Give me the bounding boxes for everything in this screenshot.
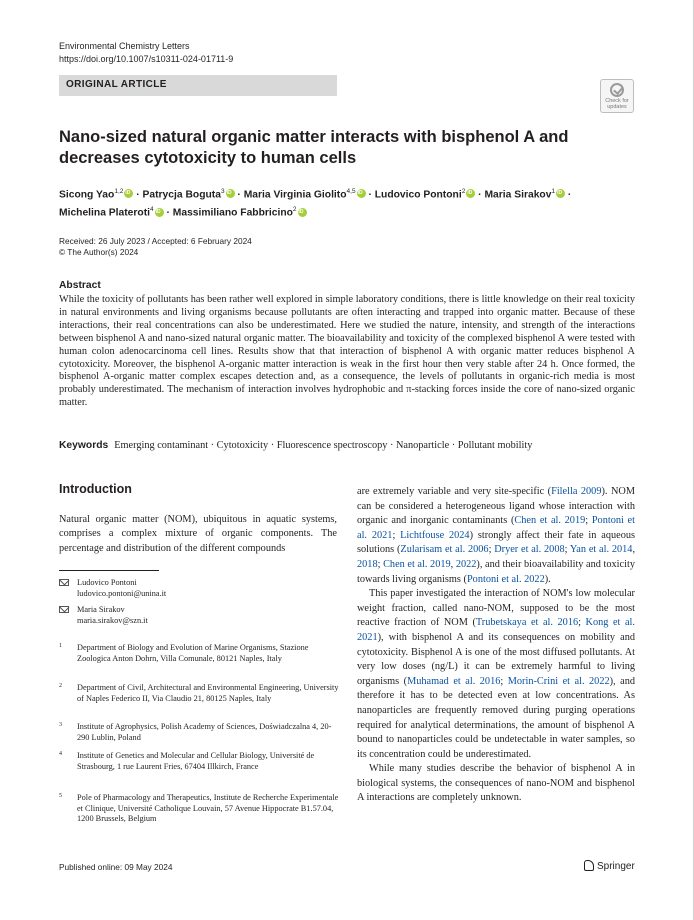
check-for-updates-button[interactable]: [600, 79, 634, 113]
body-text: ;: [500, 675, 508, 687]
affiliation-text: Pole of Pharmacology and Therapeutics, Institute de Recherche Experimentale et Clinique, Université Catholique Louvain, 57 Avenue Hippocrate B1.57.04, 1200 Brussels, Belgium: [77, 793, 339, 823]
author-separator: ·: [133, 189, 143, 201]
body-text: ) strongly affect their fate in aqueous solutions (: [357, 529, 635, 556]
body-text: While many studies describe the behavior of bisphenol A in biological systems, the consequences of nano-NOM and bisphenol A interactions are completely unknown.: [357, 763, 635, 804]
author-affiliation: 2: [461, 188, 466, 195]
author-affiliation: 2: [292, 206, 297, 214]
envelope-icon: [59, 579, 69, 586]
author-name[interactable]: Massimiliano Fabbricino: [172, 207, 293, 219]
doi-link[interactable]: https://doi.org/10.1007/s10311-024-01711-9: [59, 54, 234, 64]
affiliation-text: Institute of Agrophysics, Polish Academy of Sciences, Doświadczalna 4, 20-290 Lublin, Poland: [77, 722, 332, 742]
footnote-divider: [59, 570, 159, 571]
body-text: ). NOM can be considered a heterogeneous ligand whose interaction with organic and inorganic contaminants (: [357, 486, 635, 527]
envelope-icon: [59, 606, 69, 613]
citation-link[interactable]: Morin-Crini et al. 2022: [507, 675, 610, 687]
citation-link[interactable]: Pontoni et al. 2021: [357, 515, 635, 541]
body-text: ;: [564, 544, 570, 556]
body-text: ;: [392, 529, 401, 541]
orcid-icon[interactable]: [556, 189, 565, 198]
author-separator: ·: [234, 189, 244, 201]
affiliation-number: 1: [59, 643, 62, 649]
body-text: ;: [578, 617, 586, 629]
contact-email[interactable]: ludovico.pontoni@unina.it: [77, 588, 167, 598]
body-text: are extremely variable and very site-specific (: [357, 486, 552, 497]
affiliation-number: 4: [59, 751, 62, 757]
body-text: ), with bisphenol A and its consequences on mobility and cytotoxicity. Bisphenol A is one of the most diffused pollutants. At very low doses (ng/L) it can be extremely harmful to living organisms (: [357, 631, 635, 687]
citation-link[interactable]: Trubetskaya et al. 2016: [475, 617, 579, 629]
affiliation-number: 3: [59, 722, 62, 728]
contact-name: Maria Sirakov: [77, 605, 125, 614]
check-for-updates-icon: [610, 83, 624, 97]
author-affiliation: 1: [551, 188, 556, 195]
author-name[interactable]: Sicong Yao: [59, 189, 115, 201]
citation-link[interactable]: Lichtfouse 2024: [400, 529, 470, 541]
affiliation-text: Department of Civil, Architectural and Environmental Engineering, University of Naples Federico II, Via Claudio 21, 80125 Naples, Italy: [77, 683, 339, 703]
published-date: Published online: 09 May 2024: [59, 862, 173, 872]
author-affiliation: 1,2: [114, 188, 124, 195]
contact-pontoni: [59, 578, 339, 600]
citation-link[interactable]: Dryer et al. 2008: [494, 544, 565, 556]
author-name[interactable]: Ludovico Pontoni: [374, 189, 462, 201]
body-text: ), and their bioavailability and toxicity towards living organisms (: [357, 558, 635, 585]
citation-link[interactable]: Pontoni et al. 2022: [466, 573, 545, 585]
journal-header: [59, 40, 233, 66]
affiliation-text: Department of Biology and Evolution of Marine Organisms, Stazione Zoologica Anton Dohrn, Villa Comunale, 80121 Naples, Italy: [77, 643, 309, 663]
journal-name: Environmental Chemistry Letters: [59, 41, 190, 51]
citation-link[interactable]: Kong et al. 2021: [357, 617, 635, 643]
article-title: Nano-sized natural organic matter interacts with bisphenol A and decreases cytotoxicity to human cells: [59, 128, 569, 167]
citation-link[interactable]: Muhamad et al. 2016: [407, 675, 501, 687]
orcid-icon[interactable]: [155, 208, 164, 217]
introduction-paragraph: Natural organic matter (NOM), ubiquitous in aquatic systems, comprises a complex mixture of organic components. The percentage and distribution of the different compounds: [59, 514, 337, 554]
abstract-heading: Abstract: [59, 280, 101, 291]
body-text: ;: [585, 515, 592, 527]
body-text: ), and therefore it has to be detected even at low concentrations. As nanoparticles are frequently removed during purging operations required for analytical determinations, the amount of bisphenol A bound to nanoparticles could be undetectable in water samples, so its concentration could be underestimated.: [357, 675, 635, 760]
body-paragraph: [357, 485, 635, 587]
publisher-name: Springer: [597, 861, 635, 872]
citation-link[interactable]: 2022: [455, 558, 477, 570]
author-affiliation: 3: [220, 188, 225, 195]
springer-horse-icon: [584, 860, 594, 871]
affiliation-text: Institute of Genetics and Molecular and Cellular Biology, Université de Strasbourg, 1 rue Laurent Fries, 67404 Illkirch, France: [77, 751, 315, 771]
author-affiliation: 4: [149, 206, 154, 214]
affiliation-number: 5: [59, 793, 62, 799]
citation-link[interactable]: Chen et al. 2019: [383, 558, 451, 570]
body-text: ;: [488, 544, 495, 556]
citation-link[interactable]: 2018: [357, 558, 378, 570]
author-name[interactable]: Maria Sirakov: [484, 189, 552, 201]
keywords-label: Keywords: [59, 440, 109, 451]
right-column: [357, 485, 635, 806]
author-separator: ·: [475, 189, 485, 201]
body-text: This paper investigated the interaction of NOM's low molecular weight fraction, called nano-NOM, supposed to be the most reactive fraction of NOM (: [357, 588, 635, 629]
author-name[interactable]: Michelina Plateroti: [59, 207, 150, 219]
citation-link[interactable]: Yan et al. 2014: [569, 544, 633, 556]
author-separator: ·: [565, 189, 572, 201]
keywords: [59, 439, 639, 452]
citation-link[interactable]: Zularisam et al. 2006: [400, 544, 489, 556]
abstract-text: While the toxicity of pollutants has been rather well explored in simple laboratory conditions, there is little knowledge on their real toxicity in natural environments and living organisms because pollutants are often interacting and trapped into organic matter. Because of these interactions, their real concentrations can also be underestimated. Here we studied the nature, intensity, and strength of the interactions between bisphenol A and nano-sized natural organic matter. The bioavailability and toxicity of the complexed bisphenol A were tested with human colon adenocarcinoma cell lines. Results show that that interaction of bisphenol A with organic matter reduces bisphenol A cytotoxicity. Moreover, the bisphenol A-organic matter interaction is weak in the first hour then very stable after 24 h. Once formed, the bisphenol A-organic matter complex escapes detection and, as a consequence, the levels of pollutants in organic-rich media is most probably underestimated. The mechanism of interaction involves hydrophobic and π-stacking forces inside the core of nano-sized organic matter.: [59, 294, 635, 409]
body-paragraph: [357, 762, 635, 806]
contact-sirakov: [59, 605, 339, 627]
body-text: ,: [450, 558, 456, 570]
article-type-badge: ORIGINAL ARTICLE: [59, 75, 337, 96]
contact-name: Ludovico Pontoni: [77, 578, 137, 587]
author-list: [59, 184, 619, 221]
affiliation-number: 2: [59, 683, 62, 689]
body-text: ;: [377, 558, 384, 570]
introduction-heading: Introduction: [59, 482, 132, 496]
publisher-logo: [584, 860, 635, 872]
author-separator: ·: [365, 189, 375, 201]
orcid-icon[interactable]: [298, 208, 307, 217]
author-separator: ·: [163, 207, 173, 219]
received-accepted: Received: 26 July 2023 / Accepted: 6 February 2024: [59, 236, 252, 246]
body-text: ).: [544, 573, 551, 585]
keywords-text: Emerging contaminant · Cytotoxicity · Fluorescence spectroscopy · Nanoparticle · Pollutant mobility: [114, 440, 533, 451]
check-for-updates-label: Check for updates: [605, 98, 629, 110]
copyright: © The Author(s) 2024: [59, 247, 139, 257]
orcid-icon[interactable]: [466, 189, 475, 198]
article-dates: [59, 236, 252, 258]
author-name[interactable]: Maria Virginia Giolito: [243, 189, 347, 201]
contact-email[interactable]: maria.sirakov@szn.it: [77, 615, 148, 625]
citation-link[interactable]: Chen et al. 2019: [514, 515, 586, 527]
body-paragraph: [357, 587, 635, 762]
orcid-icon[interactable]: [226, 189, 235, 198]
author-name[interactable]: Patrycja Boguta: [142, 189, 221, 201]
citation-link[interactable]: Filella 2009: [551, 486, 602, 497]
body-text: ,: [632, 544, 636, 556]
author-affiliation: 4,5: [346, 188, 356, 195]
orcid-icon[interactable]: [357, 189, 366, 198]
